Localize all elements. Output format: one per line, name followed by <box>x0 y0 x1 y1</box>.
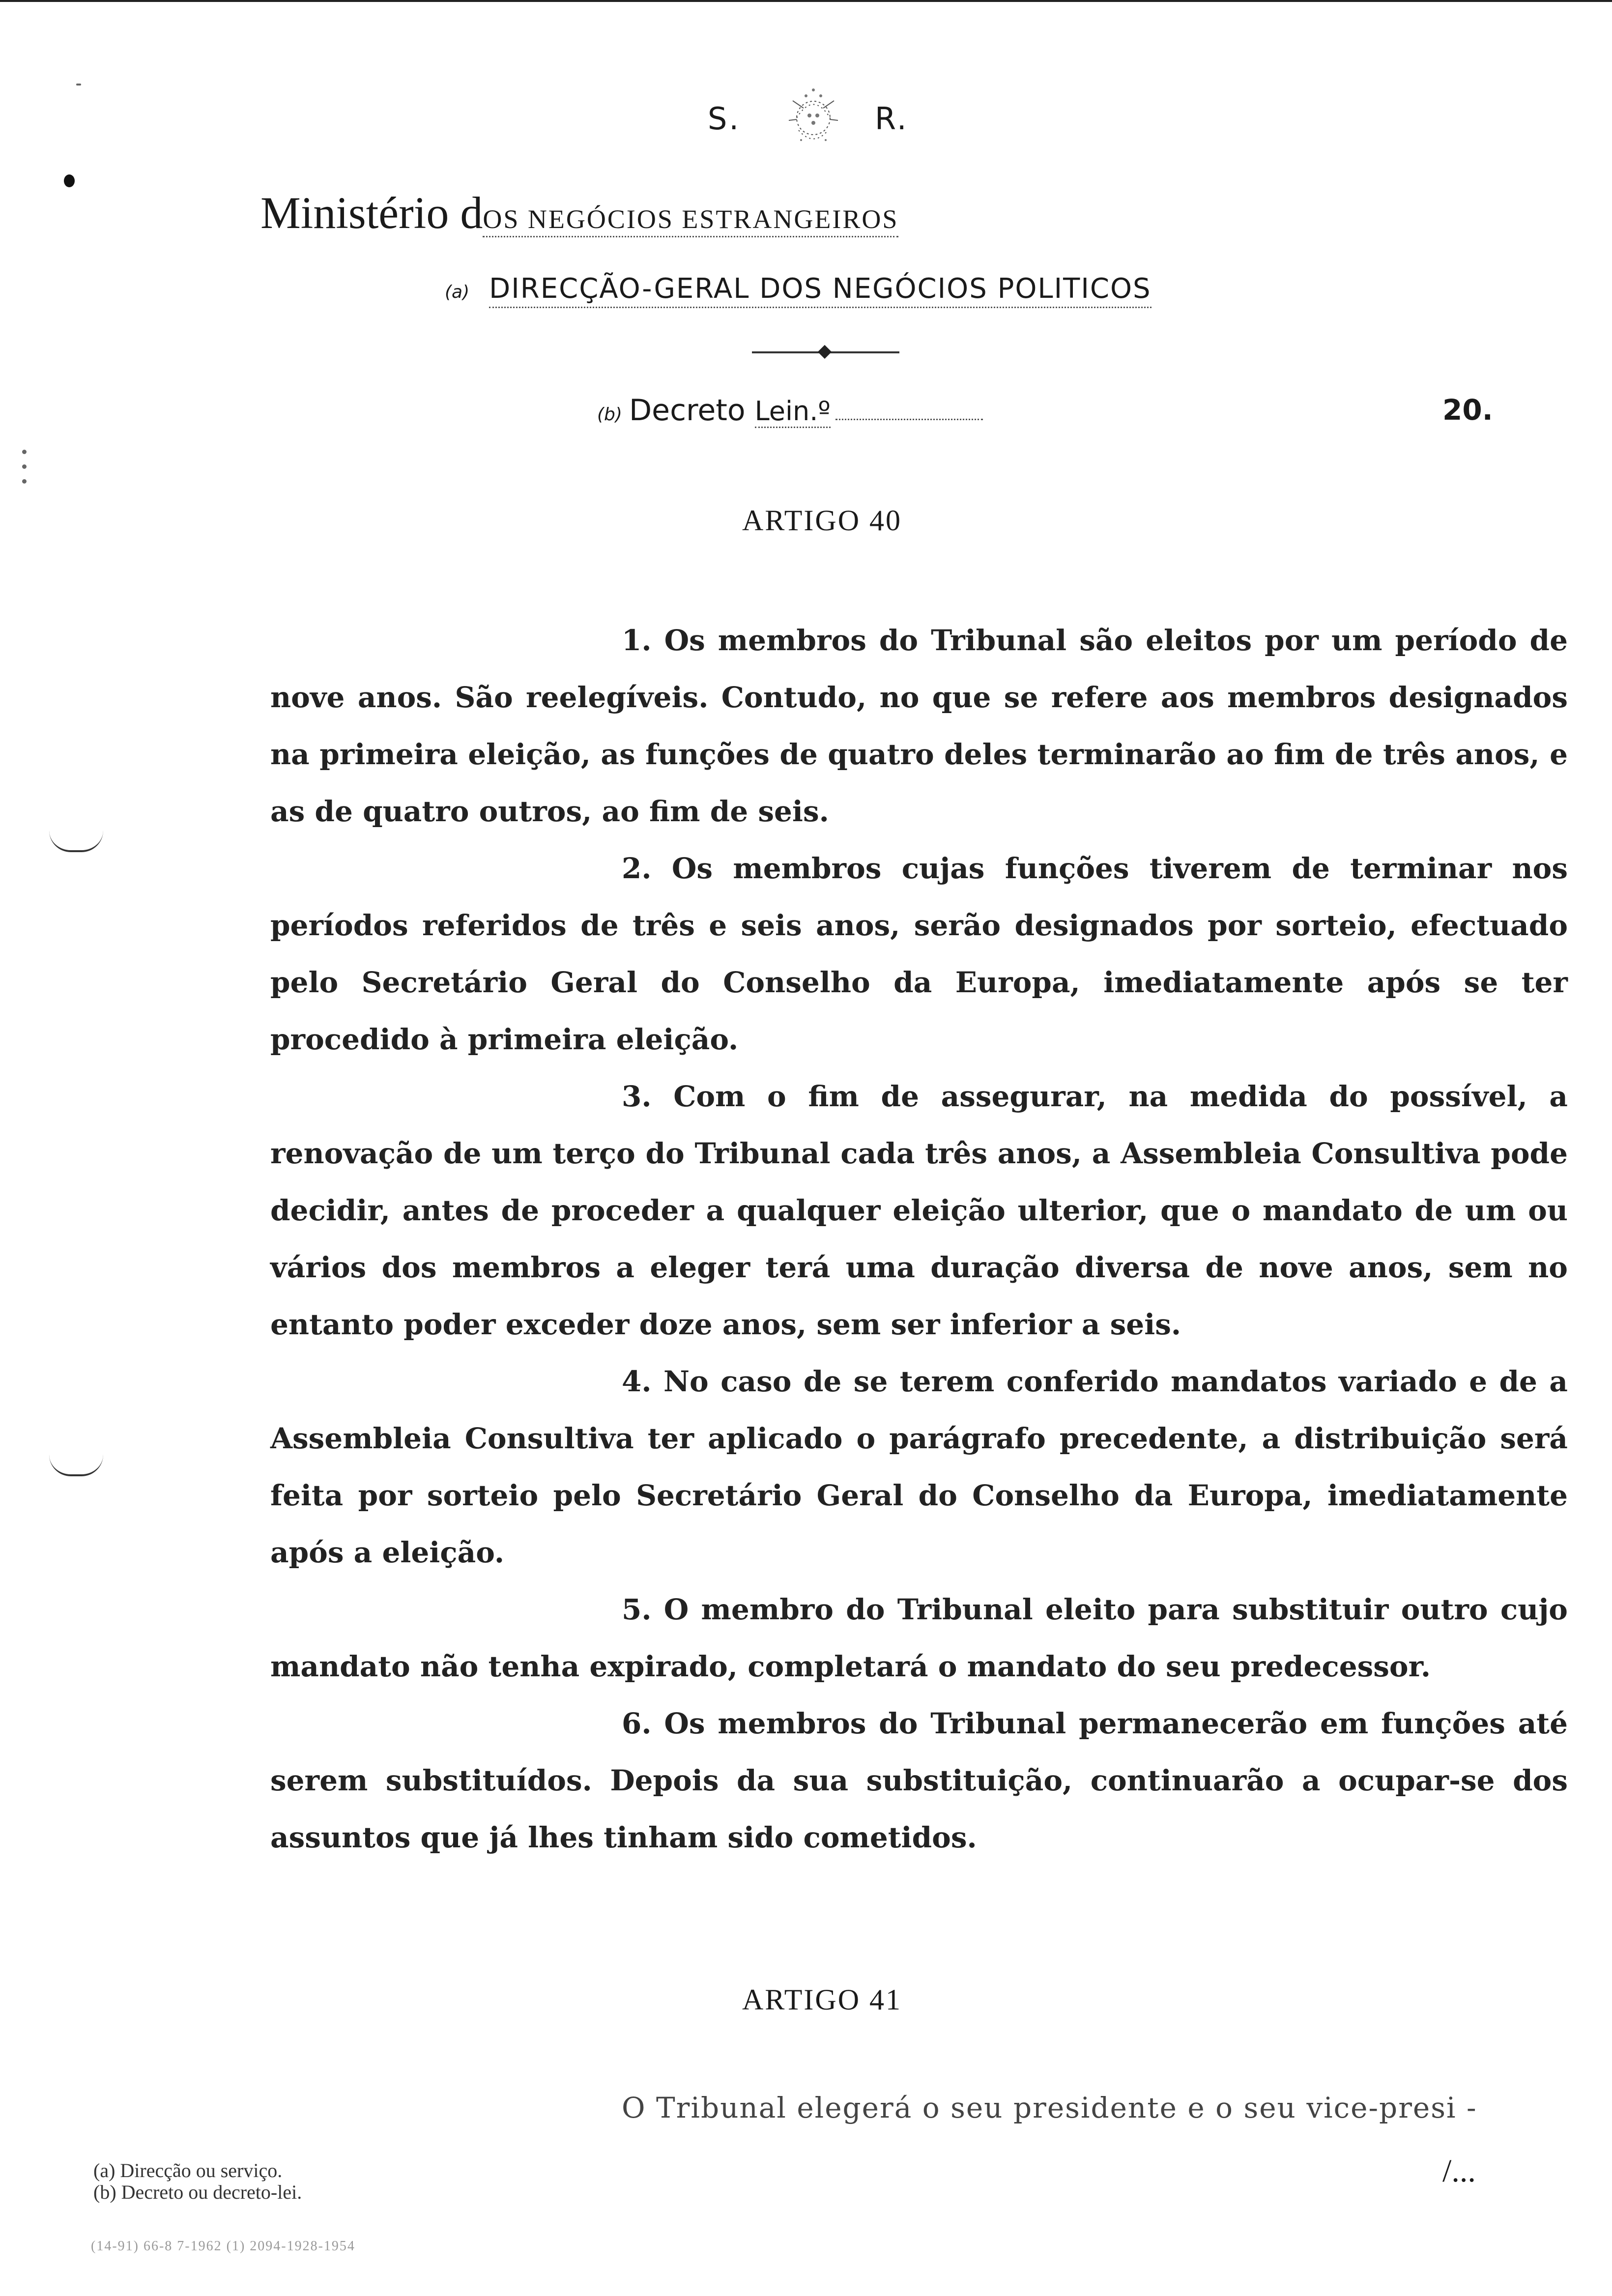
footnote-b: (b) Decreto ou decreto-lei. <box>93 2181 302 2203</box>
ministry-title <box>260 187 898 239</box>
header-s-letter: S. <box>708 101 741 137</box>
page-number: 20. <box>1442 393 1493 427</box>
ink-dot <box>22 464 27 469</box>
print-code: (14-91) 66-8 7-1962 (1) 2094-1928-1954 <box>91 2239 355 2254</box>
top-border <box>0 0 1612 2</box>
article-40-body <box>270 612 1568 1866</box>
paragraph-3: 3. Com o fim de assegurar, na medida do possível, a renovação de um terço do Tribunal cada três anos, a Assembleia Consultiva pode decidir, antes de proceder a qualquer eleição ulterior, que o mandato de um ou vários dos membros a eleger terá uma duração diversa de nove anos, sem no entanto poder exceder doze anos, sem ser inferior a seis. <box>270 1080 1568 1341</box>
decree-number-blank <box>835 419 983 420</box>
article-41-first-line: O Tribunal elegerá o seu presidente e o seu vice-presi - <box>622 2091 1477 2124</box>
ink-dot <box>64 174 75 187</box>
margin-mark <box>49 1455 103 1476</box>
coat-of-arms-seal <box>764 81 863 155</box>
direction-name: DIRECÇÃO-GERAL DOS NEGÓCIOS POLITICOS <box>489 273 1151 308</box>
decree-label: Decreto <box>629 393 746 428</box>
margin-mark <box>49 831 103 852</box>
paragraph-1: 1. Os membros do Tribunal são eleitos por um período de nove anos. São reelegíveis. Contudo, no que se refere aos membros designados na primeira eleição, as funções de quatro deles terminarão ao fim de três anos, e as de quatro outros, ao fim de seis. <box>270 624 1568 828</box>
ministry-name: OS NEGÓCIOS ESTRANGEIROS <box>483 204 898 237</box>
paragraph-5: 5. O membro do Tribunal eleito para substituir outro cujo mandato não tenha expirado, completará o mandato do seu predecessor. <box>270 1593 1568 1683</box>
ministry-prefix: Ministério d <box>260 188 483 238</box>
ink-dot <box>22 450 27 454</box>
paragraph-6: 6. Os membros do Tribunal permanecerão em funções até serem substituídos. Depois da sua substituição, continuarão a ocupar-se dos assuntos que já lhes tinham sido cometidos. <box>270 1707 1568 1854</box>
label-b: (b) <box>597 404 622 425</box>
article-40-title: ARTIGO 40 <box>742 504 902 537</box>
footnote-a: (a) Direcção ou serviço. <box>93 2159 283 2181</box>
footnotes <box>93 2160 302 2203</box>
diamond-icon <box>818 345 832 359</box>
direction-line <box>445 273 1151 305</box>
header-r-letter: R. <box>875 101 909 137</box>
label-a: (a) <box>445 282 470 302</box>
paragraph-2: 2. Os membros cujas funções tiverem de terminar nos períodos referidos de três e seis anos, serão designados por sorteio, efectuado pelo Secretário Geral do Conselho da Europa, imediatamente após se ter procedido à primeira eleição. <box>270 852 1568 1056</box>
paragraph-4: 4. No caso de se terem conferido mandatos variado e de a Assembleia Consultiva ter aplicado o parágrafo precedente, a distribuição será feita por sorteio pelo Secretário Geral do Conselho da Europa, imediatamente após a eleição. <box>270 1365 1568 1569</box>
decree-type: Lein.º <box>755 396 831 428</box>
continuation-mark: /... <box>1442 2153 1476 2189</box>
ink-dot <box>76 84 81 86</box>
article-41-title: ARTIGO 41 <box>742 1983 902 2016</box>
ink-dot <box>22 479 27 484</box>
decree-line <box>597 393 983 428</box>
